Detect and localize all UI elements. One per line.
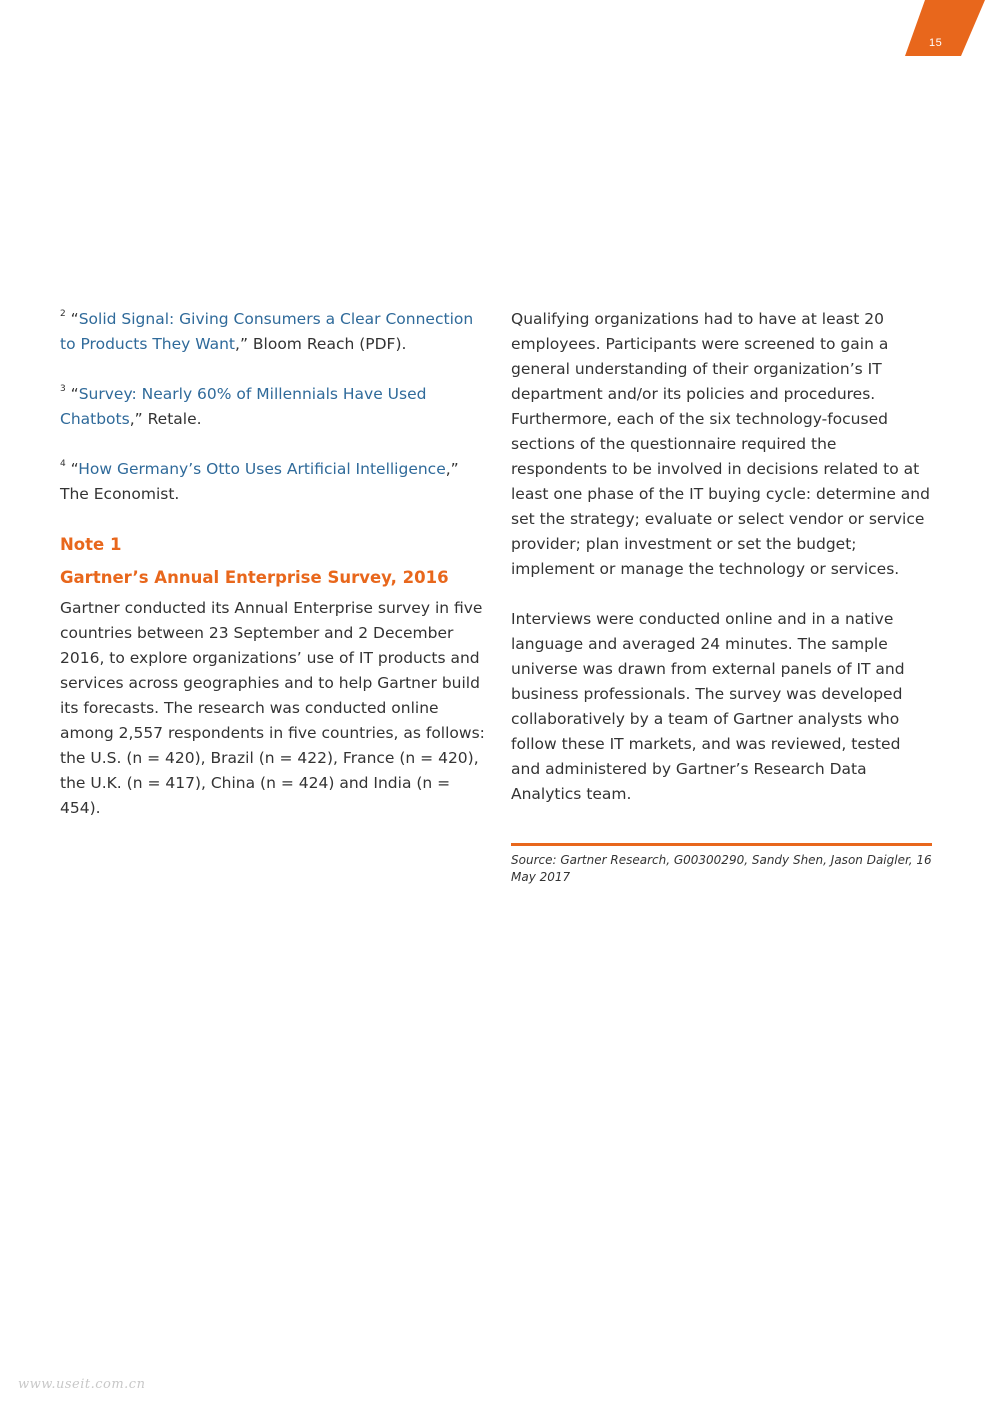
footnote-source: ,” The Economist. bbox=[60, 460, 459, 503]
open-quote: “ bbox=[70, 385, 79, 403]
page-number-tab bbox=[905, 0, 985, 56]
note-subheading: Gartner’s Annual Enterprise Survey, 2016 bbox=[60, 568, 449, 587]
footnote-2 bbox=[60, 307, 492, 357]
footnote-number: 2 bbox=[60, 309, 66, 319]
source-divider bbox=[511, 843, 932, 846]
page-number: 15 bbox=[929, 37, 943, 49]
footnote-source: ,” Retale. bbox=[129, 410, 202, 428]
methodology-paragraph-2: Interviews were conducted online and in a native language and averaged 24 minutes. The sample universe was drawn from external panels of IT and business professionals. The survey was developed collaboratively by a team of Gartner analysts who follow these IT markets, and was reviewed, tested and administered by Gartner’s Research Data Analytics team. bbox=[511, 610, 905, 803]
open-quote: “ bbox=[70, 460, 79, 478]
footnote-link[interactable]: Solid Signal: Giving Consumers a Clear Connection to Products They Want bbox=[60, 310, 474, 353]
footnote-number: 4 bbox=[60, 459, 66, 469]
footnote-4 bbox=[60, 457, 492, 507]
right-column bbox=[511, 307, 932, 807]
footnote-number: 3 bbox=[60, 384, 66, 394]
open-quote: “ bbox=[70, 310, 79, 328]
source-citation: Source: Gartner Research, G00300290, Sandy Shen, Jason Daigler, 16 May 2017 bbox=[511, 853, 932, 884]
footnote-link[interactable]: How Germany’s Otto Uses Artificial Intelligence bbox=[78, 460, 446, 478]
note-heading: Note 1 bbox=[60, 535, 122, 554]
footnote-3 bbox=[60, 382, 492, 432]
footnote-link[interactable]: Survey: Nearly 60% of Millennials Have Used Chatbots bbox=[60, 385, 427, 428]
footnote-source: ,” Bloom Reach (PDF). bbox=[235, 335, 407, 353]
left-column bbox=[60, 307, 492, 821]
note-body: Gartner conducted its Annual Enterprise survey in five countries between 23 September and 2 December 2016, to explore organizations’ use of IT products and services across geographies and to help Gartner build its forecasts. The research was conducted online among 2,557 respondents in five countries, as follows: the U.S. (n = 420), Brazil (n = 422), France (n = 420), the U.K. (n = 417), China (n = 424) and India (n = 454). bbox=[60, 599, 485, 817]
watermark: www.useit.com.cn bbox=[18, 1377, 146, 1392]
methodology-paragraph-1: Qualifying organizations had to have at least 20 employees. Participants were screened to gain a general understanding of their organization’s IT department and/or its policies and procedures. Furthermore, each of the six technology-focused sections of the questionnaire required the respondents to be involved in decisions related to at least one phase of the IT buying cycle: determine and set the strategy; evaluate or select vendor or service provider; plan investment or set the budget; implement or manage the technology or services. bbox=[511, 310, 930, 578]
